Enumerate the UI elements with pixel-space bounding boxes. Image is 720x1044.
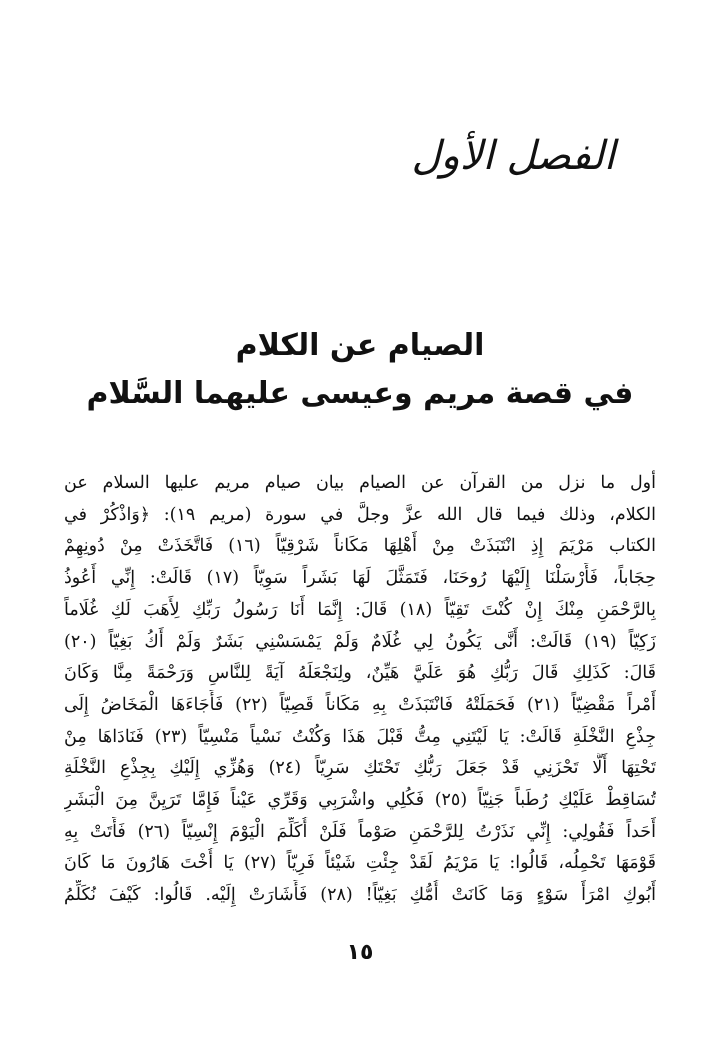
body-line: الكتاب مَرْيَمَ إِذِ انْتَبَذَتْ مِنْ أَهْلِهَا مَكَاناً شَرْقِيّاً (١٦) فَاتَّخَذَتْ مِنْ دُونِهِمْ bbox=[64, 536, 656, 557]
body-line: زَكِيّاً (١٩) قَالَتْ: أَنَّى يَكُونُ لِي غُلَامٌ وَلَمْ يَمْسَسْنِي بَشَرٌ وَلَمْ أَكُ بَغِيّاً (٢٠) bbox=[64, 631, 656, 652]
body-line: أَبُوكِ امْرَأَ سَوْءٍ وَمَا كَانَتْ أُمُّكِ بَغِيّاً! (٢٨) فَأَشَارَتْ إِلَيْه. قَالُوا: كَيْفَ نُكَلِّمُ bbox=[64, 885, 656, 906]
body-line: حِجَاباً، فَأَرْسَلْنَا إِلَيْهَا رُوحَنَا، فَتَمَثَّلَ لَهَا بَشَراً سَوِيّاً (١٧) قَالَتْ: إِنِّي أَعُوذُ bbox=[64, 568, 656, 589]
body-line: جِذْعِ النَّخْلَةِ قَالَتْ: يَا لَيْتَنِي مِتُّ قَبْلَ هَذَا وَكُنْتُ نَسْياً مَنْسِيّاً (٢٣) فَنَادَاهَا مِنْ bbox=[64, 726, 656, 747]
body-line: أَمْراً مَقْضِيّاً (٢١) فَحَمَلَتْهُ فَانْتَبَذَتْ بِهِ مَكَاناً قَصِيّاً (٢٢) فَأَجَاءَهَا الْمَخَاضُ إِلَى bbox=[64, 694, 656, 715]
body-line: بِالرَّحْمَنِ مِنْكَ إِنْ كُنْتَ تَقِيّاً (١٨) قَالَ: إِنَّمَا أَنَا رَسُولُ رَبِّكِ لِأَهَبَ لَكِ غُلَاماً bbox=[64, 599, 656, 620]
section-title-line-1: الصيام عن الكلام bbox=[235, 328, 485, 363]
section-title bbox=[80, 322, 640, 418]
body-line: الكلام، وذلك فيما قال الله عزَّ وجلَّ في سورة (مريم ١٩): ﴿وَاذْكُرْ في bbox=[64, 504, 656, 525]
body-paragraph bbox=[64, 468, 656, 912]
page-number: ١٥ bbox=[346, 940, 374, 965]
section-title-line-2: في قصة مريم وعيسى عليهما السَّلام bbox=[86, 376, 634, 411]
body-line: تُسَاقِطْ عَلَيْكِ رُطَباً جَنِيّاً (٢٥) فَكُلِي واشْرَبِي وَقَرِّي عَيْناً فَإِمَّا تَرَيِنَّ مِنَ الْبَشَرِ bbox=[64, 790, 656, 811]
body-line: قَوْمَهَا تَحْمِلُه، قَالُوا: يَا مَرْيَمُ لَقَدْ جِئْتِ شَيْئاً فَرِيّاً (٢٧) يَا أُخْتَ هَارُونَ مَا كَانَ bbox=[64, 853, 656, 874]
body-line: أَحَداً فَقُولِي: إِنِّي نَذَرْتُ لِلرَّحْمَنِ صَوْماً فَلَنْ أُكَلِّمَ الْيَوْمَ إِنْسِيّاً (٢٦) فَأَتَتْ بِهِ bbox=[64, 821, 656, 842]
body-line: قَالَ: كَذَلِكِ قَالَ رَبُّكِ هُوَ عَلَيَّ هَيِّنٌ، ولِنَجْعَلَهُ آيَةً لِلنَّاسِ وَرَحْمَةً مِنَّا وَكَانَ bbox=[64, 663, 656, 684]
chapter-heading: الفصل الأول bbox=[411, 133, 615, 179]
body-line: تَحْتِهَا أَلَّا تَحْزَنِي قَدْ جَعَلَ رَبُّكِ تَحْتَكِ سَرِيّاً (٢٤) وَهُزِّي إِلَيْكِ بِجِذْعِ النَّخْلَةِ bbox=[64, 758, 656, 779]
body-line: أول ما نزل من القرآن عن الصيام بيان صيام مريم عليها السلام عن bbox=[64, 473, 656, 493]
